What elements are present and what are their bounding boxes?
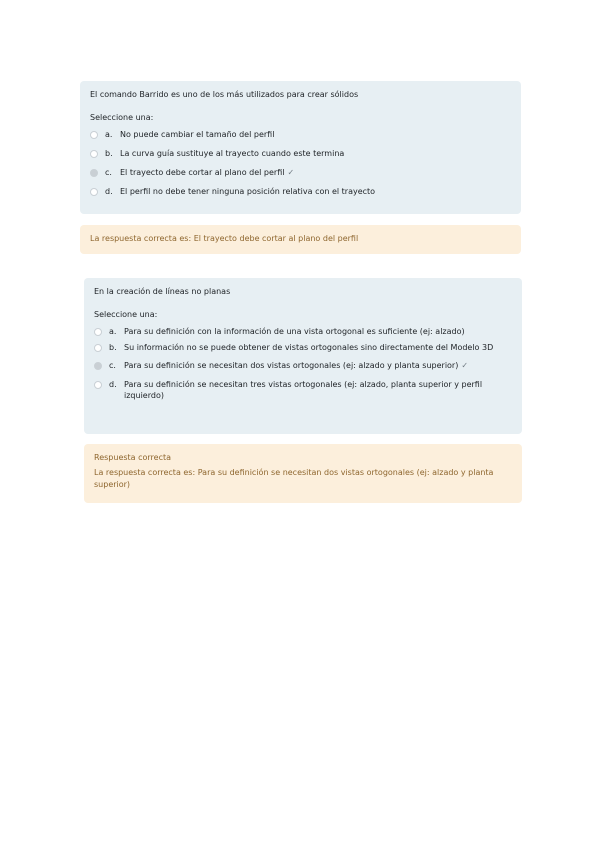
option-letter: b.: [109, 343, 117, 352]
option-letter: d.: [109, 380, 117, 389]
radio-button[interactable]: [94, 381, 102, 389]
radio-button-selected[interactable]: [94, 362, 102, 370]
question-1-text: El comando Barrido es uno de los más utilizados para crear sólidos: [90, 90, 359, 99]
question-1-option-d[interactable]: [90, 186, 511, 197]
question-2-option-c[interactable]: [94, 360, 512, 371]
option-text: Su información no se puede obtener de vistas ortogonales sino directamente del Modelo 3D: [124, 343, 494, 352]
question-2-prompt: Seleccione una:: [94, 310, 158, 319]
question-1-feedback-box: [80, 225, 521, 254]
question-1-option-a[interactable]: [90, 129, 511, 140]
option-letter: c.: [109, 361, 116, 370]
question-2-option-b[interactable]: [94, 342, 512, 353]
checkmark-icon: ✓: [461, 361, 469, 370]
radio-button-selected[interactable]: [90, 169, 98, 177]
question-1-option-b[interactable]: [90, 148, 511, 159]
question-1-feedback-text: La respuesta correcta es: El trayecto debe cortar al plano del perfil: [90, 234, 359, 243]
option-text: Para su definición se necesitan tres vistas ortogonales (ej: alzado, planta superior y perfil izquierdo): [124, 380, 483, 400]
option-text-content: El trayecto debe cortar al plano del perfil: [120, 168, 285, 177]
option-text: La curva guía sustituye al trayecto cuando este termina: [120, 149, 345, 158]
question-2-feedback-text: La respuesta correcta es: Para su definición se necesitan dos vistas ortogonales (ej: alzado y planta superior): [94, 468, 494, 489]
question-2-text: En la creación de líneas no planas: [94, 287, 231, 296]
question-2-option-a[interactable]: [94, 326, 512, 337]
option-text-content: Para su definición se necesitan dos vistas ortogonales (ej: alzado y planta superior): [124, 361, 459, 370]
radio-button[interactable]: [94, 328, 102, 336]
option-text: El perfil no debe tener ninguna posición relativa con el trayecto: [120, 187, 376, 196]
question-1-box: [80, 81, 521, 214]
question-2-feedback-title: Respuesta correcta: [94, 453, 172, 462]
option-text: No puede cambiar el tamaño del perfil: [120, 130, 275, 139]
radio-button[interactable]: [90, 131, 98, 139]
checkmark-icon: ✓: [287, 168, 295, 177]
option-letter: c.: [105, 168, 112, 177]
option-letter: b.: [105, 149, 113, 158]
radio-button[interactable]: [90, 150, 98, 158]
question-1-prompt: Seleccione una:: [90, 113, 154, 122]
question-2-feedback-box: [84, 444, 522, 503]
option-letter: a.: [105, 130, 113, 139]
question-2-option-d[interactable]: [94, 379, 512, 401]
option-letter: a.: [109, 327, 117, 336]
option-text: [124, 360, 512, 371]
option-text: Para su definición con la información de una vista ortogonal es suficiente (ej: alzado): [124, 327, 465, 336]
radio-button[interactable]: [94, 344, 102, 352]
question-2-box: [84, 278, 522, 434]
question-1-option-c[interactable]: [90, 167, 511, 178]
option-letter: d.: [105, 187, 113, 196]
option-text: [120, 167, 511, 178]
radio-button[interactable]: [90, 188, 98, 196]
